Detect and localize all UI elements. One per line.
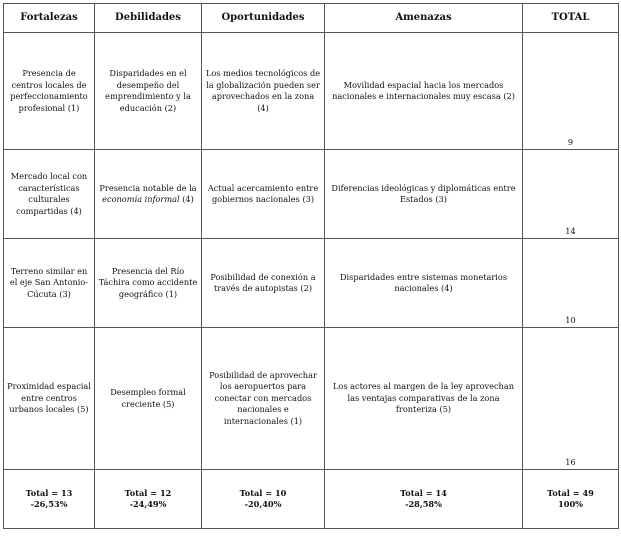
oportunidad-cell: Actual acercamiento entre gobiernos nacionales (3) — [202, 150, 325, 239]
row-total-value: 16 — [565, 456, 576, 467]
debilidad-text: Presencia notable de la — [99, 182, 197, 193]
amenaza-cell: Los actores al margen de la ley aprovechan las ventajas comparativas de la zona fronteriza (5) — [325, 328, 523, 470]
total-debilidades — [95, 470, 202, 529]
totals-row — [4, 470, 619, 529]
header-amenazas: Amenazas — [325, 4, 523, 33]
fortaleza-cell: Terreno similar en el eje San Antonio-Cúcuta (3) — [4, 239, 95, 328]
debilidad-cell: Disparidades en el desempeño del emprendimiento y la educación (2) — [95, 33, 202, 150]
total-fortalezas — [4, 470, 95, 529]
total-percent: -28,58% — [405, 499, 442, 509]
fortaleza-cell: Proximidad espacial entre centros urbanos locales (5) — [4, 328, 95, 470]
total-label: Total = 13 — [25, 488, 73, 498]
header-debilidades: Debilidades — [95, 4, 202, 33]
debilidad-cell — [95, 150, 202, 239]
amenaza-cell: Movilidad espacial hacia los mercados nacionales e internacionales muy escasa (2) — [325, 33, 523, 150]
total-percent: 100% — [558, 499, 583, 509]
row-total-value: 9 — [567, 136, 574, 147]
header-row — [4, 4, 619, 33]
amenaza-cell: Disparidades entre sistemas monetarios nacionales (4) — [325, 239, 523, 328]
debilidad-cell: Presencia del Río Táchira como accidente geográfico (1) — [95, 239, 202, 328]
debilidad-italic-text: economía informal — [102, 194, 180, 204]
total-amenazas — [325, 470, 523, 529]
oportunidad-cell: Posibilidad de aprovechar los aeropuertos para conectar con mercados nacionales e internacionales (1) — [202, 328, 325, 470]
total-percent: -26,53% — [30, 499, 68, 509]
total-percent: -20,40% — [244, 499, 282, 509]
oportunidad-cell: Los medios tecnológicos de la globalización pueden ser aprovechados en la zona (4) — [202, 33, 325, 150]
total-label: Total = 12 — [124, 488, 172, 498]
total-label: Total = 14 — [400, 488, 447, 498]
total-label: Total = 10 — [239, 488, 287, 498]
row-total-value: 10 — [565, 314, 576, 325]
fortaleza-cell: Presencia de centros locales de perfeccionamiento profesional (1) — [4, 33, 95, 150]
total-oportunidades — [202, 470, 325, 529]
header-total: TOTAL — [523, 4, 619, 33]
amenaza-cell: Diferencias ideológicas y diplomáticas entre Estados (3) — [325, 150, 523, 239]
swot-table — [3, 3, 619, 529]
row-total-cell — [523, 328, 619, 470]
table-row — [4, 150, 619, 239]
table-row — [4, 328, 619, 470]
debilidad-cell: Desempleo formal creciente (5) — [95, 328, 202, 470]
total-percent: -24,49% — [129, 499, 167, 509]
table-row — [4, 239, 619, 328]
row-total-cell — [523, 33, 619, 150]
debilidad-suffix: (4) — [179, 194, 194, 204]
total-label: Total = 49 — [547, 488, 594, 498]
header-oportunidades: Oportunidades — [202, 4, 325, 33]
total-general — [523, 470, 619, 529]
row-total-value: 14 — [565, 225, 576, 236]
header-fortalezas: Fortalezas — [4, 4, 95, 33]
table-row — [4, 33, 619, 150]
fortaleza-cell: Mercado local con características culturales compartidas (4) — [4, 150, 95, 239]
row-total-cell — [523, 150, 619, 239]
oportunidad-cell: Posibilidad de conexión a través de autopistas (2) — [202, 239, 325, 328]
row-total-cell — [523, 239, 619, 328]
